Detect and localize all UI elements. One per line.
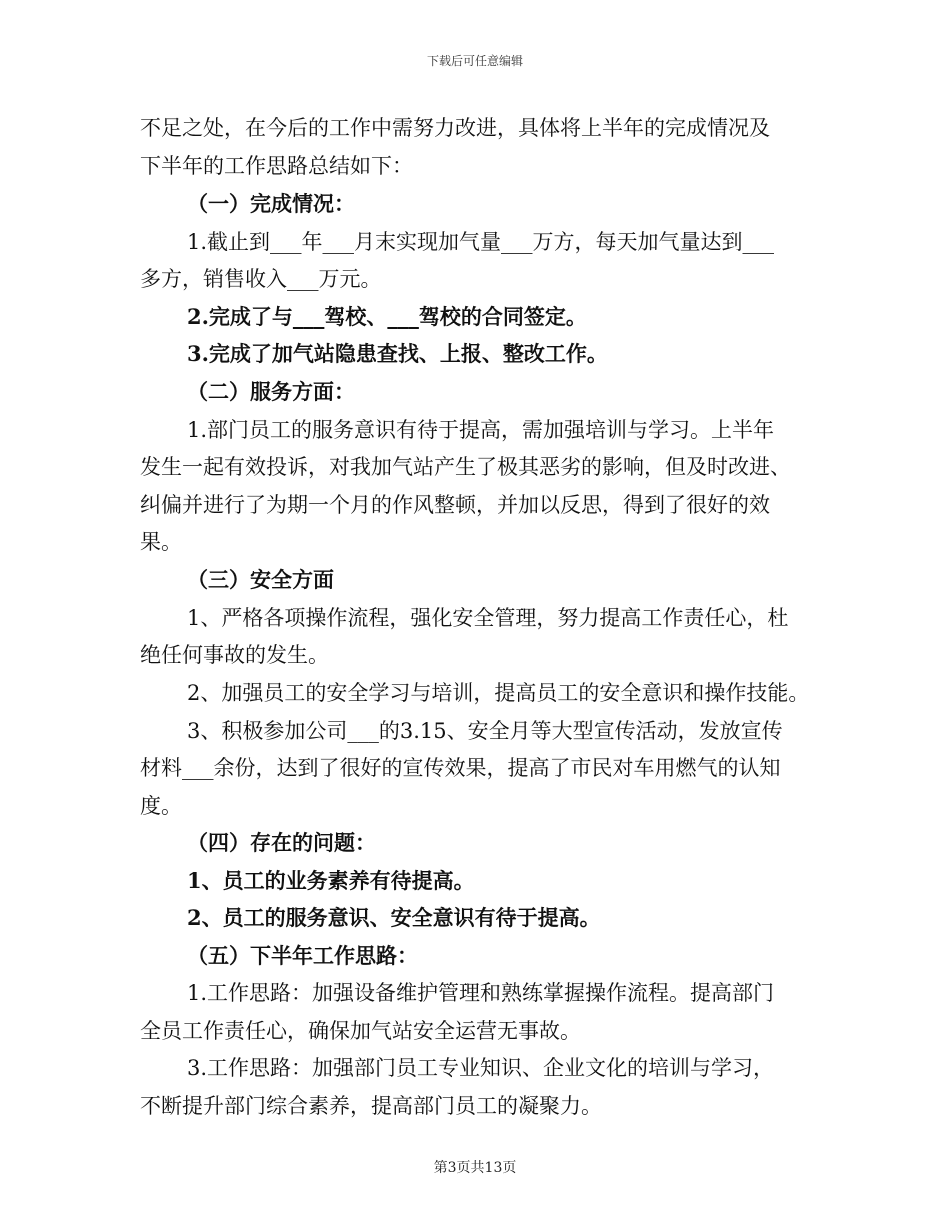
text-line: 1、员工的业务素养有待提高。 <box>187 868 475 893</box>
text-line: 不断提升部门综合素养，提高部门员工的凝聚力。 <box>140 1094 602 1118</box>
text-line: 1.工作思路：加强设备维护管理和熟练掌握操作流程。提高部门 <box>187 981 775 1005</box>
text-line: 3、积极参加公司___的3.15、安全月等大型宣传活动，发放宣传 <box>187 719 783 743</box>
page-header: 下载后可任意编辑 <box>426 54 523 68</box>
text-line: 2、加强员工的安全学习与培训，提高员工的安全意识和操作技能。 <box>187 681 810 705</box>
text-line: （三）安全方面 <box>187 567 334 592</box>
text-line: 全员工作责任心，确保加气站安全运营无事故。 <box>140 1019 581 1043</box>
text-line: 1.截止到___年___月末实现加气量___万方，每天加气量达到___ <box>187 230 775 254</box>
text-line: 纠偏并进行了为期一个月的作风整顿，并加以反思，得到了很好的效 <box>140 493 770 517</box>
text-line: 绝任何事故的发生。 <box>140 643 329 667</box>
text-line: （一）完成情况： <box>187 191 355 216</box>
text-line: 1.部门员工的服务意识有待于提高，需加强培训与学习。上半年 <box>187 418 775 442</box>
text-line: 2.完成了与___驾校、___驾校的合同签定。 <box>187 304 587 329</box>
text-line: 3.完成了加气站隐患查找、上报、整改工作。 <box>187 341 608 366</box>
text-line: 1、严格各项操作流程，强化安全管理，努力提高工作责任心，杜 <box>187 606 789 630</box>
text-line: 不足之处，在今后的工作中需努力改进，具体将上半年的完成情况及 <box>140 116 770 140</box>
text-line: 材料___余份，达到了很好的宣传效果，提高了市民对车用燃气的认知 <box>140 756 781 780</box>
text-line: （二）服务方面： <box>187 379 355 404</box>
text-line: （四）存在的问题： <box>187 830 376 855</box>
text-line: 多方，销售收入___万元。 <box>140 267 382 291</box>
text-line: 下半年的工作思路总结如下： <box>140 154 413 178</box>
text-line: 度。 <box>140 794 182 818</box>
text-line: （五）下半年工作思路： <box>187 943 418 968</box>
text-line: 发生一起有效投诉，对我加气站产生了极其恶劣的影响，但及时改进、 <box>140 455 791 479</box>
page-footer: 第3页共13页 <box>433 1160 517 1176</box>
text-line: 2、员工的服务意识、安全意识有待于提高。 <box>187 905 601 930</box>
text-line: 3.工作思路：加强部门员工专业知识、企业文化的培训与学习， <box>187 1056 775 1080</box>
text-line: 果。 <box>140 530 182 554</box>
